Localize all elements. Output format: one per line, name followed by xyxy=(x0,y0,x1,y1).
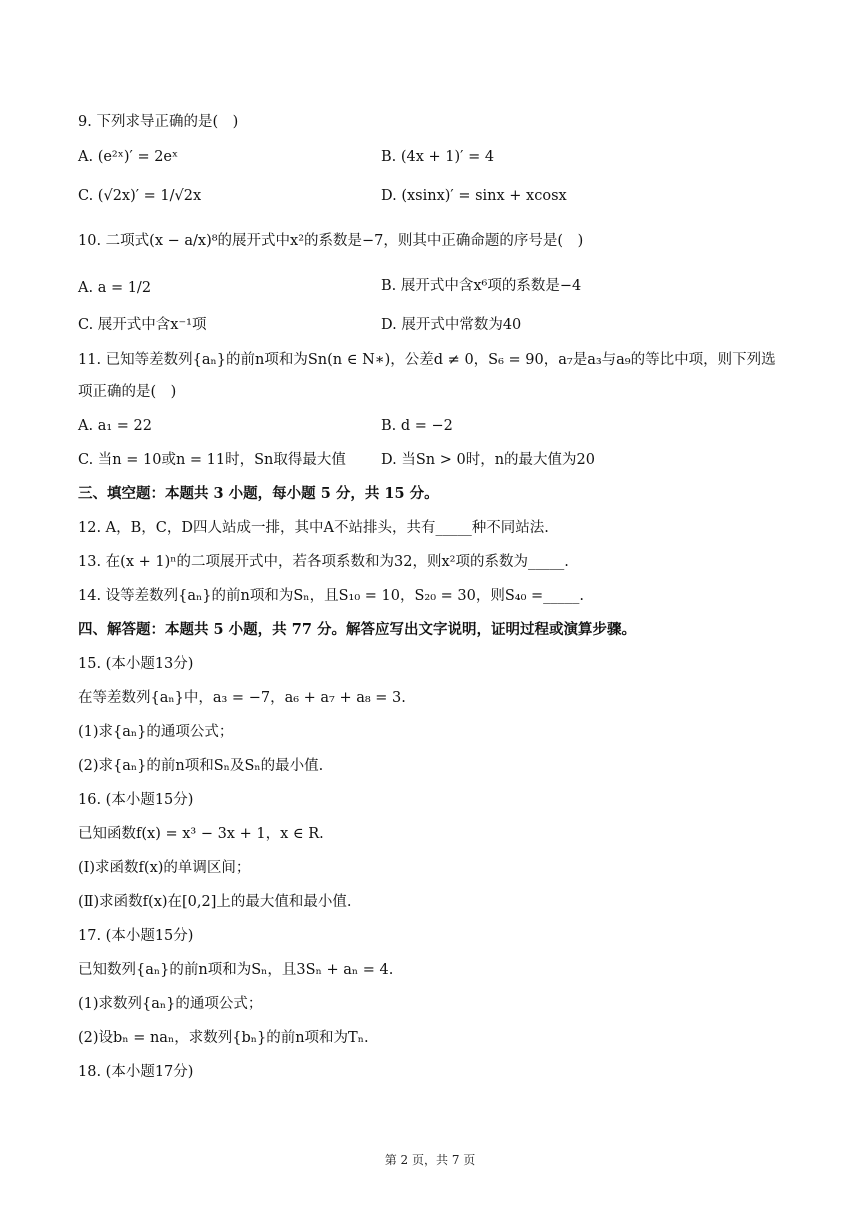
q17-part1: (1)求数列{aₙ}的通项公式； xyxy=(78,996,263,1012)
q17-title: 17. (本小题15分) xyxy=(78,928,194,944)
q16-title: 16. (本小题15分) xyxy=(78,792,194,808)
q13-text: 13. 在(x + 1)ⁿ的二项展开式中，若各项系数和为32，则x²项的系数为_____. xyxy=(78,554,569,570)
page-footer: 第 2 页，共 7 页 xyxy=(384,1153,476,1167)
q17-given: 已知数列{aₙ}的前n项和为Sₙ，且3Sₙ + aₙ = 4. xyxy=(78,962,394,978)
q16-part1: (Ⅰ)求函数f(x)的单调区间； xyxy=(78,860,251,876)
q11-option-c: C. 当n = 10或n = 11时，Sn取得最大值 xyxy=(78,452,346,468)
q15-given: 在等差数列{aₙ}中，a₃ = −7，a₆ + a₇ + a₈ = 3. xyxy=(78,690,406,706)
q16-given: 已知函数f(x) = x³ − 3x + 1，x ∈ R. xyxy=(78,826,324,842)
q10-option-c: C. 展开式中含x⁻¹项 xyxy=(78,317,207,333)
q9-option-c: C. (√2x)′ = 1/√2x xyxy=(78,188,202,204)
q9-option-b: B. (4x + 1)′ = 4 xyxy=(381,149,495,165)
q10-option-b: B. 展开式中含x⁶项的系数是−4 xyxy=(381,278,582,294)
q15-part1: (1)求{aₙ}的通项公式； xyxy=(78,724,234,740)
q11-stem-line2: 项正确的是( ) xyxy=(78,384,177,400)
q14-text: 14. 设等差数列{aₙ}的前n项和为Sₙ，且S₁₀ = 10，S₂₀ = 30，则S₄₀ =_____. xyxy=(78,588,585,604)
q10-stem: 10. 二项式(x − a/x)⁸的展开式中x²的系数是−7，则其中正确命题的序号是( ) xyxy=(78,233,584,249)
q16-part2: (Ⅱ)求函数f(x)在[0,2]上的最大值和最小值. xyxy=(78,894,352,910)
q10-option-a: A. a = 1/2 xyxy=(78,280,152,296)
section4-heading: 四、解答题：本题共 5 小题，共 77 分。解答应写出文字说明，证明过程或演算步骤。 xyxy=(78,621,636,638)
q15-title: 15. (本小题13分) xyxy=(78,656,194,672)
q11-option-d: D. 当Sn > 0时，n的最大值为20 xyxy=(381,452,595,468)
q9-option-d: D. (xsinx)′ = sinx + xcosx xyxy=(381,188,567,204)
q9-stem: 9. 下列求导正确的是( ) xyxy=(78,114,239,130)
q11-option-b: B. d = −2 xyxy=(381,418,453,434)
q11-stem-line1: 11. 已知等差数列{aₙ}的前n项和为Sn(n ∈ N∗)，公差d ≠ 0，S₆ = 90，a₇是a₃与a₉的等比中项，则下列选 xyxy=(78,352,776,368)
q17-part2: (2)设bₙ = naₙ，求数列{bₙ}的前n项和为Tₙ. xyxy=(78,1030,369,1046)
q18-title: 18. (本小题17分) xyxy=(78,1064,194,1080)
section3-heading: 三、填空题：本题共 3 小题，每小题 5 分，共 15 分。 xyxy=(78,485,439,502)
q15-part2: (2)求{aₙ}的前n项和Sₙ及Sₙ的最小值. xyxy=(78,758,324,774)
q12-text: 12. A，B，C，D四人站成一排，其中A不站排头，共有_____种不同站法. xyxy=(78,520,549,536)
q11-option-a: A. a₁ = 22 xyxy=(78,418,152,434)
q9-option-a: A. (e²ˣ)′ = 2eˣ xyxy=(78,149,179,165)
q10-option-d: D. 展开式中常数为40 xyxy=(381,317,522,333)
